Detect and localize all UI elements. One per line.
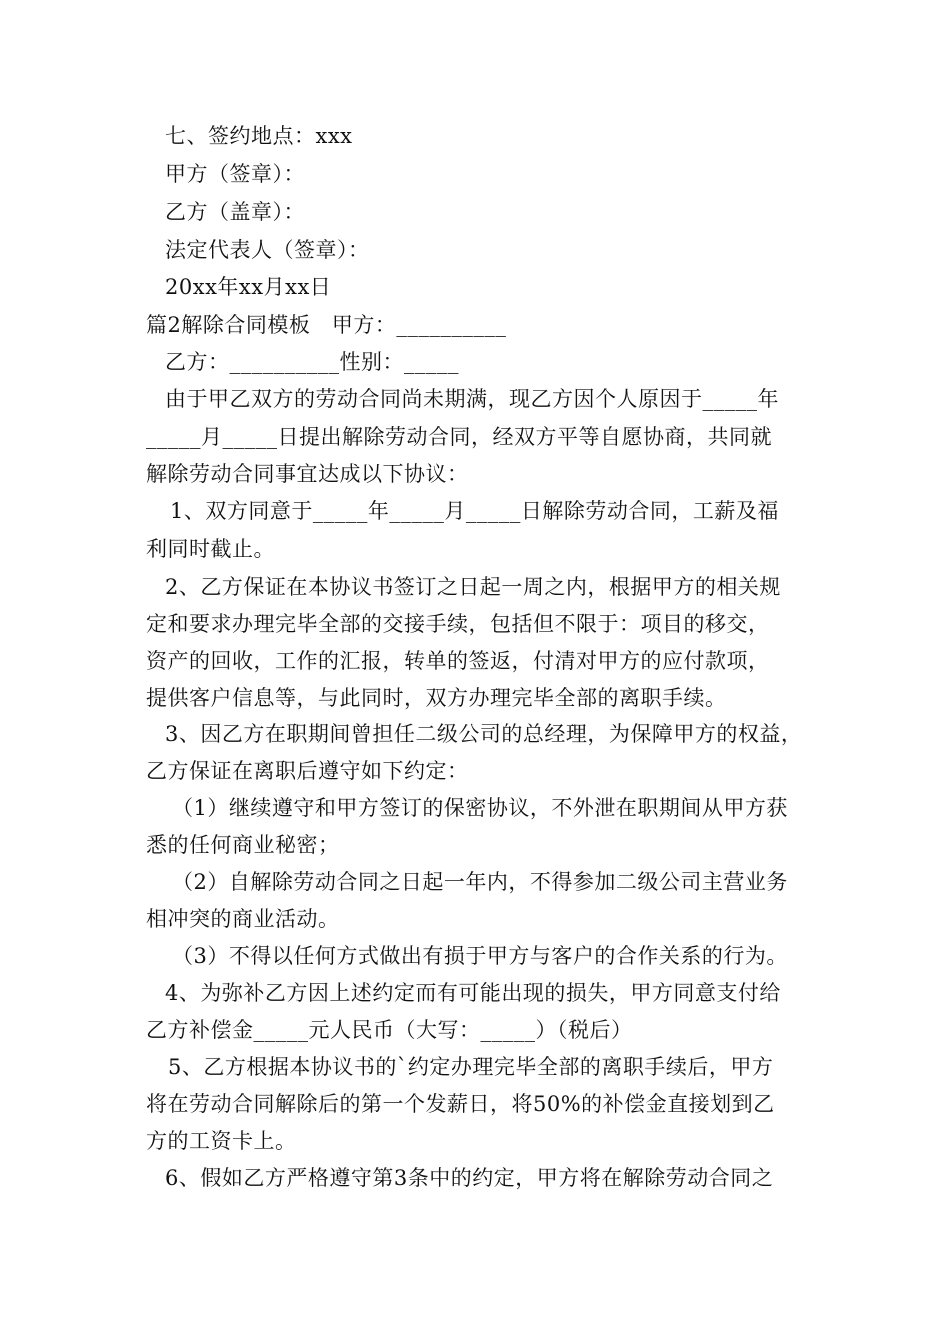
clause-4-line-1: 4、为弥补乙方因上述约定而有可能出现的损失，甲方同意支付给 <box>165 981 781 1005</box>
clause-1-line-2: 利同时截止。 <box>146 537 275 561</box>
clause-3-3-line: （3）不得以任何方式做出有损于甲方与客户的合作关系的行为。 <box>172 944 788 968</box>
legal-representative-line: 法定代表人（签章）： <box>165 238 370 262</box>
clause-5-line-3: 方的工资卡上。 <box>146 1129 297 1153</box>
intro-paragraph-line-3: 解除劳动合同事宜达成以下协议： <box>146 462 469 486</box>
party-b-gender-line: 乙方：__________性别：_____ <box>165 350 459 374</box>
party-a-seal-line: 甲方（签章）： <box>165 162 305 186</box>
template-title-line: 篇2解除合同模板 甲方：__________ <box>146 313 507 337</box>
clause-2-line-1: 2、乙方保证在本协议书签订之日起一周之内，根据甲方的相关规 <box>165 575 781 599</box>
clause-5-line-2: 将在劳动合同解除后的第一个发薪日，将50%的补偿金直接划到乙 <box>146 1092 775 1116</box>
intro-paragraph-line-1: 由于甲乙双方的劳动合同尚未期满，现乙方因个人原因于_____年 <box>165 387 779 411</box>
clause-3-line-1: 3、因乙方在职期间曾担任二级公司的总经理，为保障甲方的权益， <box>165 722 803 746</box>
party-b-seal-line: 乙方（盖章）： <box>165 200 305 224</box>
date-line: 20xx年xx月xx日 <box>165 275 332 299</box>
clause-2-line-2: 定和要求办理完毕全部的交接手续，包括但不限于：项目的移交， <box>146 612 770 636</box>
clause-2-line-4: 提供客户信息等，与此同时，双方办理完毕全部的离职手续。 <box>146 686 727 710</box>
clause-5-line-1: 5、乙方根据本协议书的`约定办理完毕全部的离职手续后，甲方 <box>168 1055 774 1079</box>
intro-paragraph-line-2: _____月_____日提出解除劳动合同，经双方平等自愿协商，共同就 <box>146 425 772 449</box>
clause-4-line-2: 乙方补偿金_____元人民币（大写：_____）（税后） <box>146 1018 633 1042</box>
clause-3-2-line-1: （2）自解除劳动合同之日起一年内，不得参加二级公司主营业务 <box>172 870 788 894</box>
clause-1-line-1: 1、双方同意于_____年_____月_____日解除劳动合同，工薪及福 <box>170 499 779 523</box>
signing-place-line: 七、签约地点：xxx <box>165 124 353 148</box>
clause-2-line-3: 资产的回收，工作的汇报，转单的签返，付清对甲方的应付款项， <box>146 649 770 673</box>
clause-3-1-line-2: 悉的任何商业秘密； <box>146 833 340 857</box>
clause-6-line-1: 6、假如乙方严格遵守第3条中的约定，甲方将在解除劳动合同之 <box>165 1166 774 1190</box>
clause-3-line-2: 乙方保证在离职后遵守如下约定： <box>146 759 469 783</box>
clause-3-1-line-1: （1）继续遵守和甲方签订的保密协议，不外泄在职期间从甲方获 <box>172 796 788 820</box>
clause-3-2-line-2: 相冲突的商业活动。 <box>146 907 340 931</box>
